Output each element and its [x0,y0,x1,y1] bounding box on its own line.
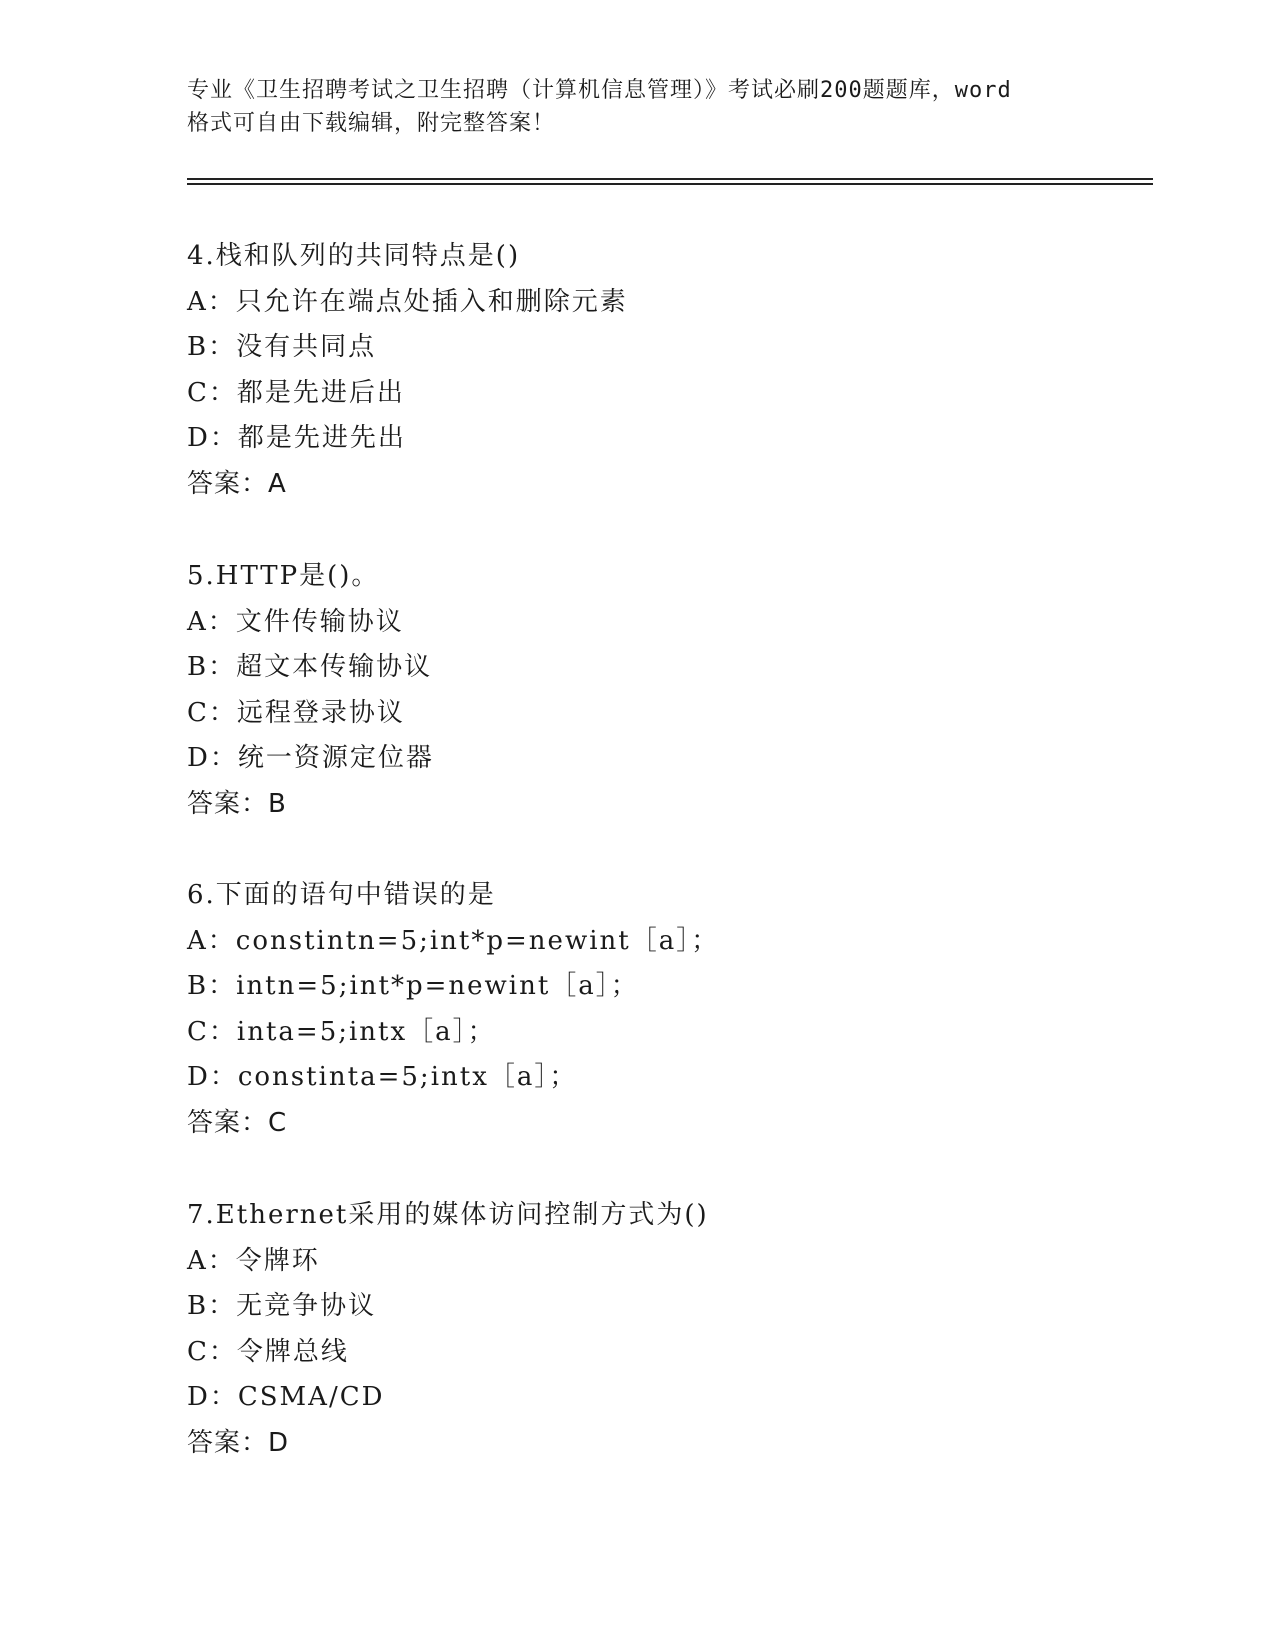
question-stem: 6.下面的语句中错误的是 [187,880,496,910]
option-a: A：文件传输协议 [187,606,404,637]
option-a: A：只允许在端点处插入和删除元素 [187,286,628,317]
option-b: B：超文本传输协议 [187,652,433,683]
question-stem: 7.Ethernet采用的媒体访问控制方式为() [187,1200,709,1230]
answer: 答案：A [187,468,287,499]
question-stem: 4.栈和队列的共同特点是() [187,241,521,271]
question-5 [187,554,1147,828]
document-header [187,74,1087,140]
answer: 答案：B [187,788,287,819]
answer: 答案：C [187,1107,288,1138]
option-c: C：inta=5;intx［a］； [187,1016,496,1047]
option-b: B：没有共同点 [187,332,377,363]
header-divider-top [187,178,1153,180]
option-d: D：CSMA/CD [187,1382,385,1413]
question-stem: 5.HTTP是()。 [187,561,380,591]
question-6 [187,873,1147,1147]
option-c: C：令牌总线 [187,1336,349,1367]
answer: 答案：D [187,1427,290,1458]
question-4 [187,234,1147,508]
option-b: B：intn=5;int*p=newint［a］； [187,971,639,1002]
option-d: D：统一资源定位器 [187,743,434,774]
option-d: D：都是先进先出 [187,423,406,454]
question-7 [187,1193,1147,1467]
header-title-line-1: 专业《卫生招聘考试之卫生招聘（计算机信息管理）》考试必刷200题题库，word [187,78,1012,103]
option-c: C：都是先进后出 [187,377,405,408]
option-a: A：令牌环 [187,1245,320,1276]
option-a: A：constintn=5;int*p=newint［a］； [187,925,720,956]
option-d: D：constinta=5;intx［a］； [187,1062,578,1093]
header-divider-bottom [187,183,1153,185]
option-c: C：远程登录协议 [187,697,405,728]
header-title-line-2: 格式可自由下载编辑，附完整答案！ [187,111,556,136]
option-b: B：无竞争协议 [187,1291,377,1322]
